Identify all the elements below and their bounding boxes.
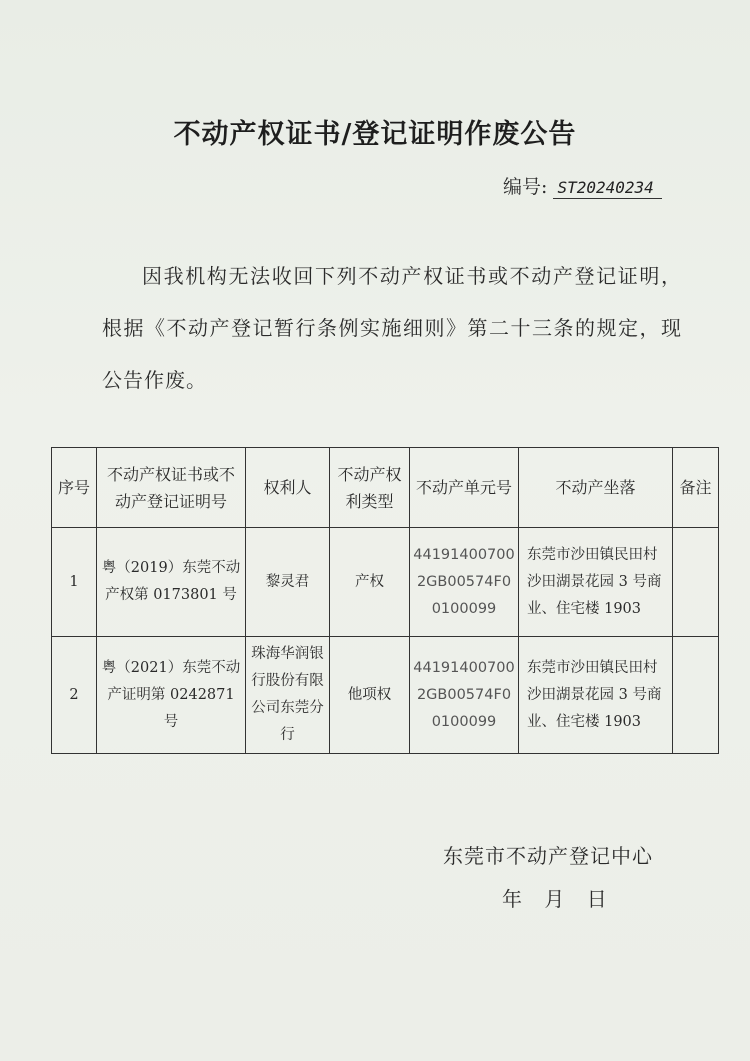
serial-value: ST20240234 — [553, 178, 661, 199]
notice-body: 因我机构无法收回下列不动产权证书或不动产登记证明，根据《不动产登记暂行条例实施细则》第二十三条的规定，现公告作废。 — [102, 264, 682, 392]
issuing-organization: 东莞市不动产登记中心 — [443, 844, 653, 868]
serial-label: 编号: — [503, 176, 548, 198]
row-unit-no: 441914007002GB00574F00100099 — [410, 637, 519, 754]
row-holder: 珠海华润银行股份有限公司东莞分行 — [246, 637, 330, 754]
header-unit-no: 不动产单元号 — [410, 448, 519, 528]
row-location: 东莞市沙田镇民田村沙田湖景花园 3 号商业、住宅楼 1903 — [519, 637, 673, 754]
row-location: 东莞市沙田镇民田村沙田湖景花园 3 号商业、住宅楼 1903 — [519, 528, 673, 637]
page-title: 不动产权证书/登记证明作废公告 — [173, 119, 577, 150]
header-cert-no: 不动产权证书或不动产登记证明号 — [97, 448, 246, 528]
row-remark — [673, 528, 719, 637]
row-index: 1 — [52, 528, 97, 637]
row-holder: 黎灵君 — [246, 528, 330, 637]
header-right-type: 不动产权利类型 — [330, 448, 410, 528]
table-row — [52, 637, 719, 754]
header-holder: 权利人 — [246, 448, 330, 528]
row-right-type: 产权 — [330, 528, 410, 637]
serial-number — [503, 172, 662, 199]
header-index: 序号 — [52, 448, 97, 528]
header-location: 不动产坐落 — [519, 448, 673, 528]
row-cert-no: 粤（2019）东莞不动产权第 0173801 号 — [97, 528, 246, 637]
header-remark: 备注 — [673, 448, 719, 528]
table-header-row — [52, 448, 719, 528]
certificate-table — [51, 447, 719, 754]
row-cert-no: 粤（2021）东莞不动产证明第 0242871 号 — [97, 637, 246, 754]
row-unit-no: 441914007002GB00574F00100099 — [410, 528, 519, 637]
row-remark — [673, 637, 719, 754]
table-row — [52, 528, 719, 637]
row-right-type: 他项权 — [330, 637, 410, 754]
row-index: 2 — [52, 637, 97, 754]
issue-date: 年 月 日 — [502, 887, 607, 911]
